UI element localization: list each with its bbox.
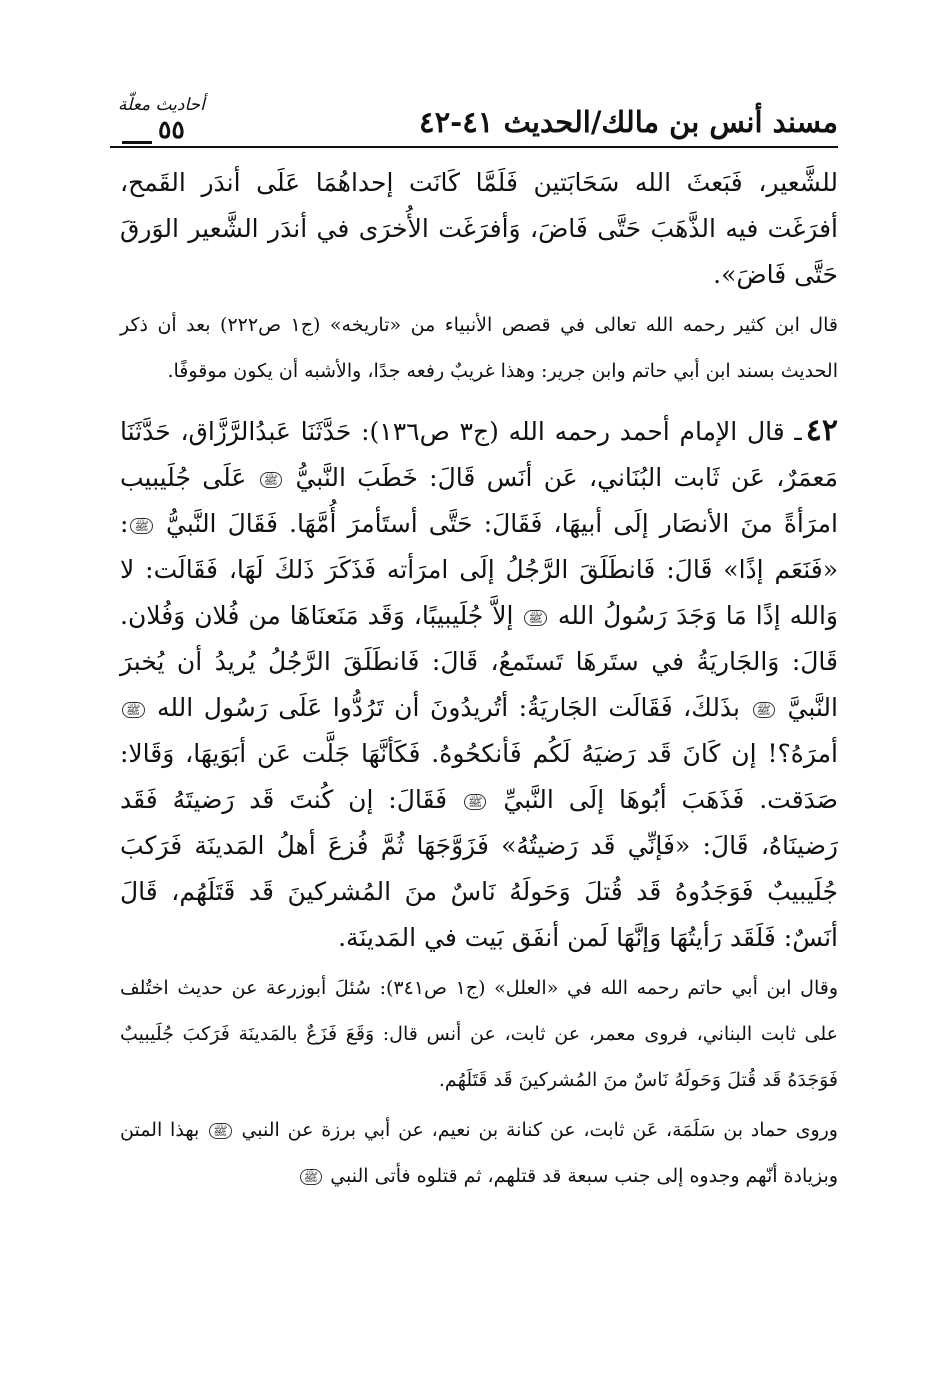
commentary-ibn-abi-hatim: وقال ابن أبي حاتم رحمه الله في «العلل» (ج١ ص٣٤١): سُئلَ أبوزرعة عن حديث اختُلف على ثابت البناني، فروى معمر، عن ثابت، عن أنس قال: وَقَعَ فَزَعٌ بالمَدينَة فَرَكبَ جُلَيبيبٌ فَوَجَدَهُ قَد قُتلَ وَحَولَهُ نَاسٌ منَ المُشركينَ قَد قَتَلَهُم. [120,977,839,1091]
salutation-mark: ﷺ [524,610,547,626]
salutation-mark: ﷺ [464,794,487,810]
handwritten-margin-note: أحاديث معلّة [118,95,205,115]
page-number: ٥٥ [158,115,185,144]
commentary-hammad-narration [120,1107,838,1199]
page-header [110,95,838,150]
salutation-mark: ﷺ [753,702,776,718]
running-title: مسند أنس بن مالك/الحديث ٤١-٤٢ [419,105,838,139]
salutation-mark: ﷺ [122,702,145,718]
hadith-42-text: فَقَالَ: إن كُنتَ قَد رَضيتَهُ فَقَد رَضينَاهُ، قَالَ: «فَإنِّي قَد رَضيتُهُ» فَزَوَّجَهَا ثُمَّ فُزعَ أهلُ المَدينَة فَرَكبَ جُلَيبيبٌ فَوَجَدُوهُ قَد قُتلَ وَحَولَهُ نَاسٌ منَ المُشركينَ قَد قَتَلَهُم، قَالَ أنَسٌ: فَلَقَد رَأيتُهَا وَإنَّهَا لَمن أنفَق بَيت في المَدينَة. [120,785,838,952]
hadith-42-text: عَلَى جُلَيبيب امرَأةً منَ الأنصَار إلَى أبيهَا، فَقَالَ: حَتَّى أستَأمرَ أُمَّهَا. فَقَالَ النَّبيُّ [120,463,839,538]
page-number-underline [122,141,152,144]
salutation-mark: ﷺ [209,1123,232,1139]
hadith-number: ٤٢ [805,413,838,448]
hadith-42-text: ـ قال الإمام أحمد رحمه الله (ج٣ ص١٣٦): حَدَّثَنَا عَبدُالرَّزَّاق، حَدَّثَنَا مَعمَرٌ، عَن ثَابت البُنَاني، عَن أنَس قَالَ: خَطَبَ النَّبيُّ [120,417,838,492]
commentary-ibn-kathir: قال ابن كثير رحمه الله تعالى في قصص الأنبياء من «تاريخه» (ج١ ص٢٢٢) بعد أن ذكر الحديث بسند ابن أبي حاتم وابن جرير: وهذا غريبٌ رفعه جدًا، والأشبه أن يكون موقوفًا. [120,314,838,382]
salutation-mark: ﷺ [300,1169,323,1185]
hadith-42-text: : «فَنَعَم إذًا» قَالَ: فَانطَلَقَ الرَّجُلُ إلَى امرَأته فَذَكَرَ ذَلكَ لَهَا، فَقَالَت: لا وَالله إذًا مَا وَجَدَ رَسُولُ الله [120,509,838,630]
header-rule [110,146,838,148]
commentary-text: وروى حماد بن سَلَمَة، عَن ثابت، عن كنانة بن نعيم، عن أبي برزة عن النبي [241,1119,838,1141]
salutation-mark: ﷺ [130,518,153,534]
hadith-42-text: إلاَّ جُلَيبيبًا، وَقَد مَنَعنَاهَا من فُلان وَفُلان. قَالَ: وَالجَاريَةُ في ستَرهَا تَستَمعُ، قَالَ: فَانطَلَقَ الرَّجُلُ يُريدُ أن يُخبرَ النَّبيَّ [120,601,838,722]
hadith-41-ending: للشَّعير، فَبَعثَ الله سَحَابَتين فَلَمَّا كَانَت إحداهُمَا عَلَى أندَر القَمح، أفرَغَت فيه الذَّهَبَ حَتَّى فَاضَ، وَأفرَغَت الأُخرَى في أندَر الشَّعير الوَرقَ حَتَّى فَاضَ». [120,168,838,289]
hadith-42-text: أمرَهُ؟! إن كَانَ قَد رَضيَهُ لَكُم فَأنكحُوهُ. فَكَأنَّهَا جَلَّت عَن أبَوَيهَا، وَقَالا: صَدَقت. فَذَهَبَ أبُوهَا إلَى النَّبيِّ [120,739,839,814]
salutation-mark: ﷺ [260,472,283,488]
body-text [120,160,838,1199]
commentary-text: بهذا المتن وبزيادة أنّهم وجدوه إلى جنب سبعة قد قتلهم، ثم قتلوه فأتى النبي [120,1119,838,1187]
hadith-42 [120,408,838,961]
hadith-42-text: بذَلكَ، فَقَالَت الجَاريَةُ: أتُريدُونَ أن تَرُدُّوا عَلَى رَسُول الله [156,693,741,722]
